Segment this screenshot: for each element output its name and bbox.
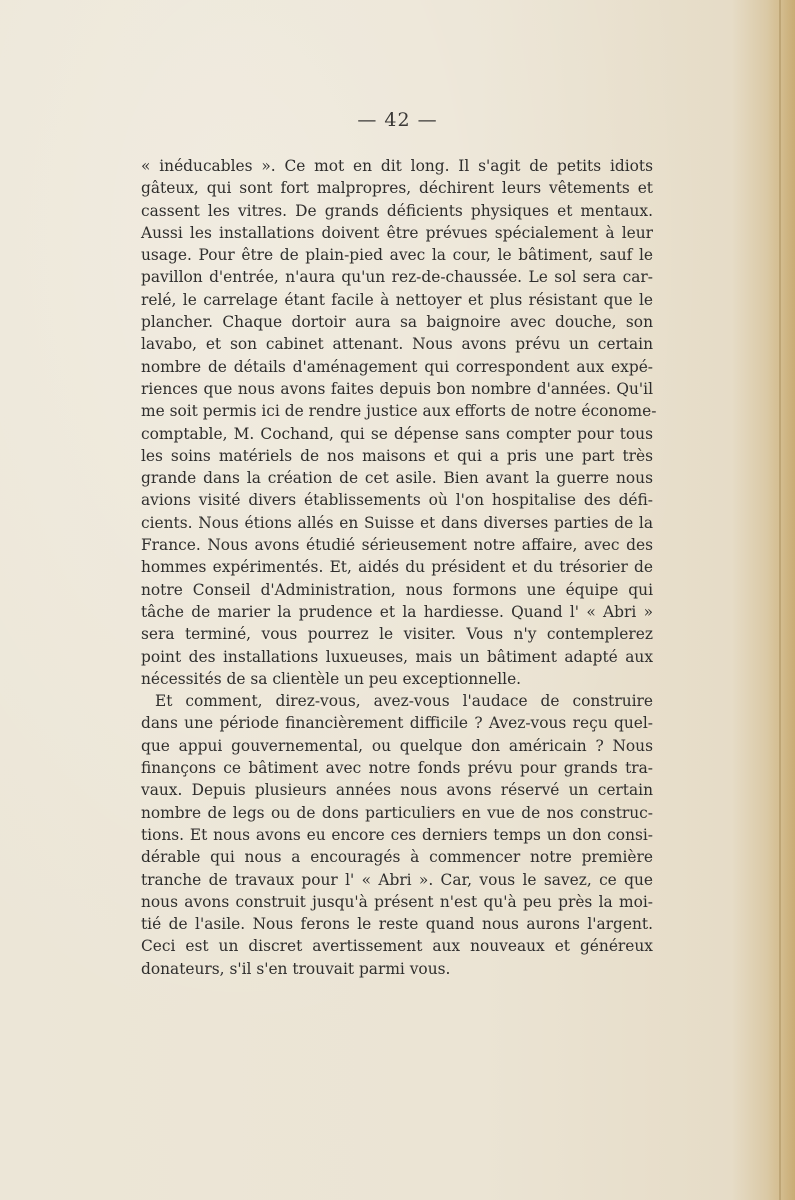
text-line: les soins matériels de nos maisons et qui a pris une part très bbox=[141, 446, 653, 465]
text-line: cients. Nous étions allés en Suisse et dans diverses parties de la bbox=[141, 513, 653, 532]
text-line: France. Nous avons étudié sérieusement notre affaire, avec des bbox=[141, 536, 653, 555]
text-line: hommes expérimentés. Et, aidés du président et du trésorier de bbox=[141, 558, 653, 577]
paragraph-2 bbox=[141, 690, 653, 980]
page-number: — 42 — bbox=[357, 109, 438, 131]
text-line: Aussi les installations doivent être prévues spécialement à leur bbox=[141, 223, 653, 242]
text-line: Et comment, direz-vous, avez-vous l'audace de construire bbox=[155, 692, 653, 711]
text-line: Ceci est un discret avertissement aux nouveaux et généreux bbox=[141, 937, 653, 956]
text-line: cassent les vitres. De grands déficients physiques et mentaux. bbox=[141, 201, 653, 220]
text-line: sera terminé, vous pourrez le visiter. Vous n'y contemplerez bbox=[141, 625, 653, 644]
text-line: riences que nous avons faites depuis bon nombre d'années. Qu'il bbox=[141, 379, 653, 398]
text-line: tâche de marier la prudence et la hardiesse. Quand l' « Abri » bbox=[141, 602, 653, 621]
text-line: dans une période financièrement difficile ? Avez-vous reçu quel- bbox=[141, 714, 653, 733]
text-line: nécessités de sa clientèle un peu exceptionnelle. bbox=[141, 669, 522, 688]
page-edge-shadow bbox=[767, 0, 795, 1200]
text-line: pavillon d'entrée, n'aura qu'un rez-de-chaussée. Le sol sera car- bbox=[141, 268, 653, 287]
text-line: grande dans la création de cet asile. Bien avant la guerre nous bbox=[141, 469, 653, 488]
text-line: nombre de legs ou de dons particuliers en vue de nos construc- bbox=[141, 803, 653, 822]
paragraph-1 bbox=[141, 155, 657, 690]
page-edge-fold bbox=[779, 0, 781, 1200]
text-line: finançons ce bâtiment avec notre fonds prévu pour grands tra- bbox=[141, 759, 653, 778]
text-line: comptable, M. Cochand, qui se dépense sans compter pour tous bbox=[141, 424, 653, 443]
text-line: usage. Pour être de plain-pied avec la cour, le bâtiment, sauf le bbox=[141, 246, 653, 265]
text-line: vaux. Depuis plusieurs années nous avons réservé un certain bbox=[141, 781, 653, 800]
body-text bbox=[141, 155, 657, 980]
text-line: me soit permis ici de rendre justice aux efforts de notre économe- bbox=[141, 402, 657, 421]
text-line: donateurs, s'il s'en trouvait parmi vous. bbox=[141, 959, 451, 978]
text-line: relé, le carrelage étant facile à nettoyer et plus résistant que le bbox=[141, 290, 653, 309]
text-line: notre Conseil d'Administration, nous formons une équipe qui bbox=[141, 580, 653, 599]
text-line: tié de l'asile. Nous ferons le reste quand nous aurons l'argent. bbox=[141, 915, 653, 934]
text-line: nous avons construit jusqu'à présent n'est qu'à peu près la moi- bbox=[141, 892, 653, 911]
text-line: gâteux, qui sont fort malpropres, déchirent leurs vêtements et bbox=[141, 179, 653, 198]
text-line: avions visité divers établissements où l'on hospitalise des défi- bbox=[141, 491, 653, 510]
text-line: tranche de travaux pour l' « Abri ». Car, vous le savez, ce que bbox=[141, 870, 653, 889]
text-line: « inéducables ». Ce mot en dit long. Il s'agit de petits idiots bbox=[141, 157, 653, 175]
text-line: dérable qui nous a encouragés à commencer notre première bbox=[141, 848, 653, 867]
text-line: que appui gouvernemental, ou quelque don américain ? Nous bbox=[141, 736, 653, 755]
text-line: lavabo, et son cabinet attenant. Nous avons prévu un certain bbox=[141, 335, 653, 354]
text-line: point des installations luxueuses, mais un bâtiment adapté aux bbox=[141, 647, 653, 666]
text-line: tions. Et nous avons eu encore ces derniers temps un don consi- bbox=[141, 825, 653, 844]
text-line: nombre de détails d'aménagement qui correspondent aux expé- bbox=[141, 357, 653, 376]
text-line: plancher. Chaque dortoir aura sa baignoire avec douche, son bbox=[141, 313, 653, 332]
